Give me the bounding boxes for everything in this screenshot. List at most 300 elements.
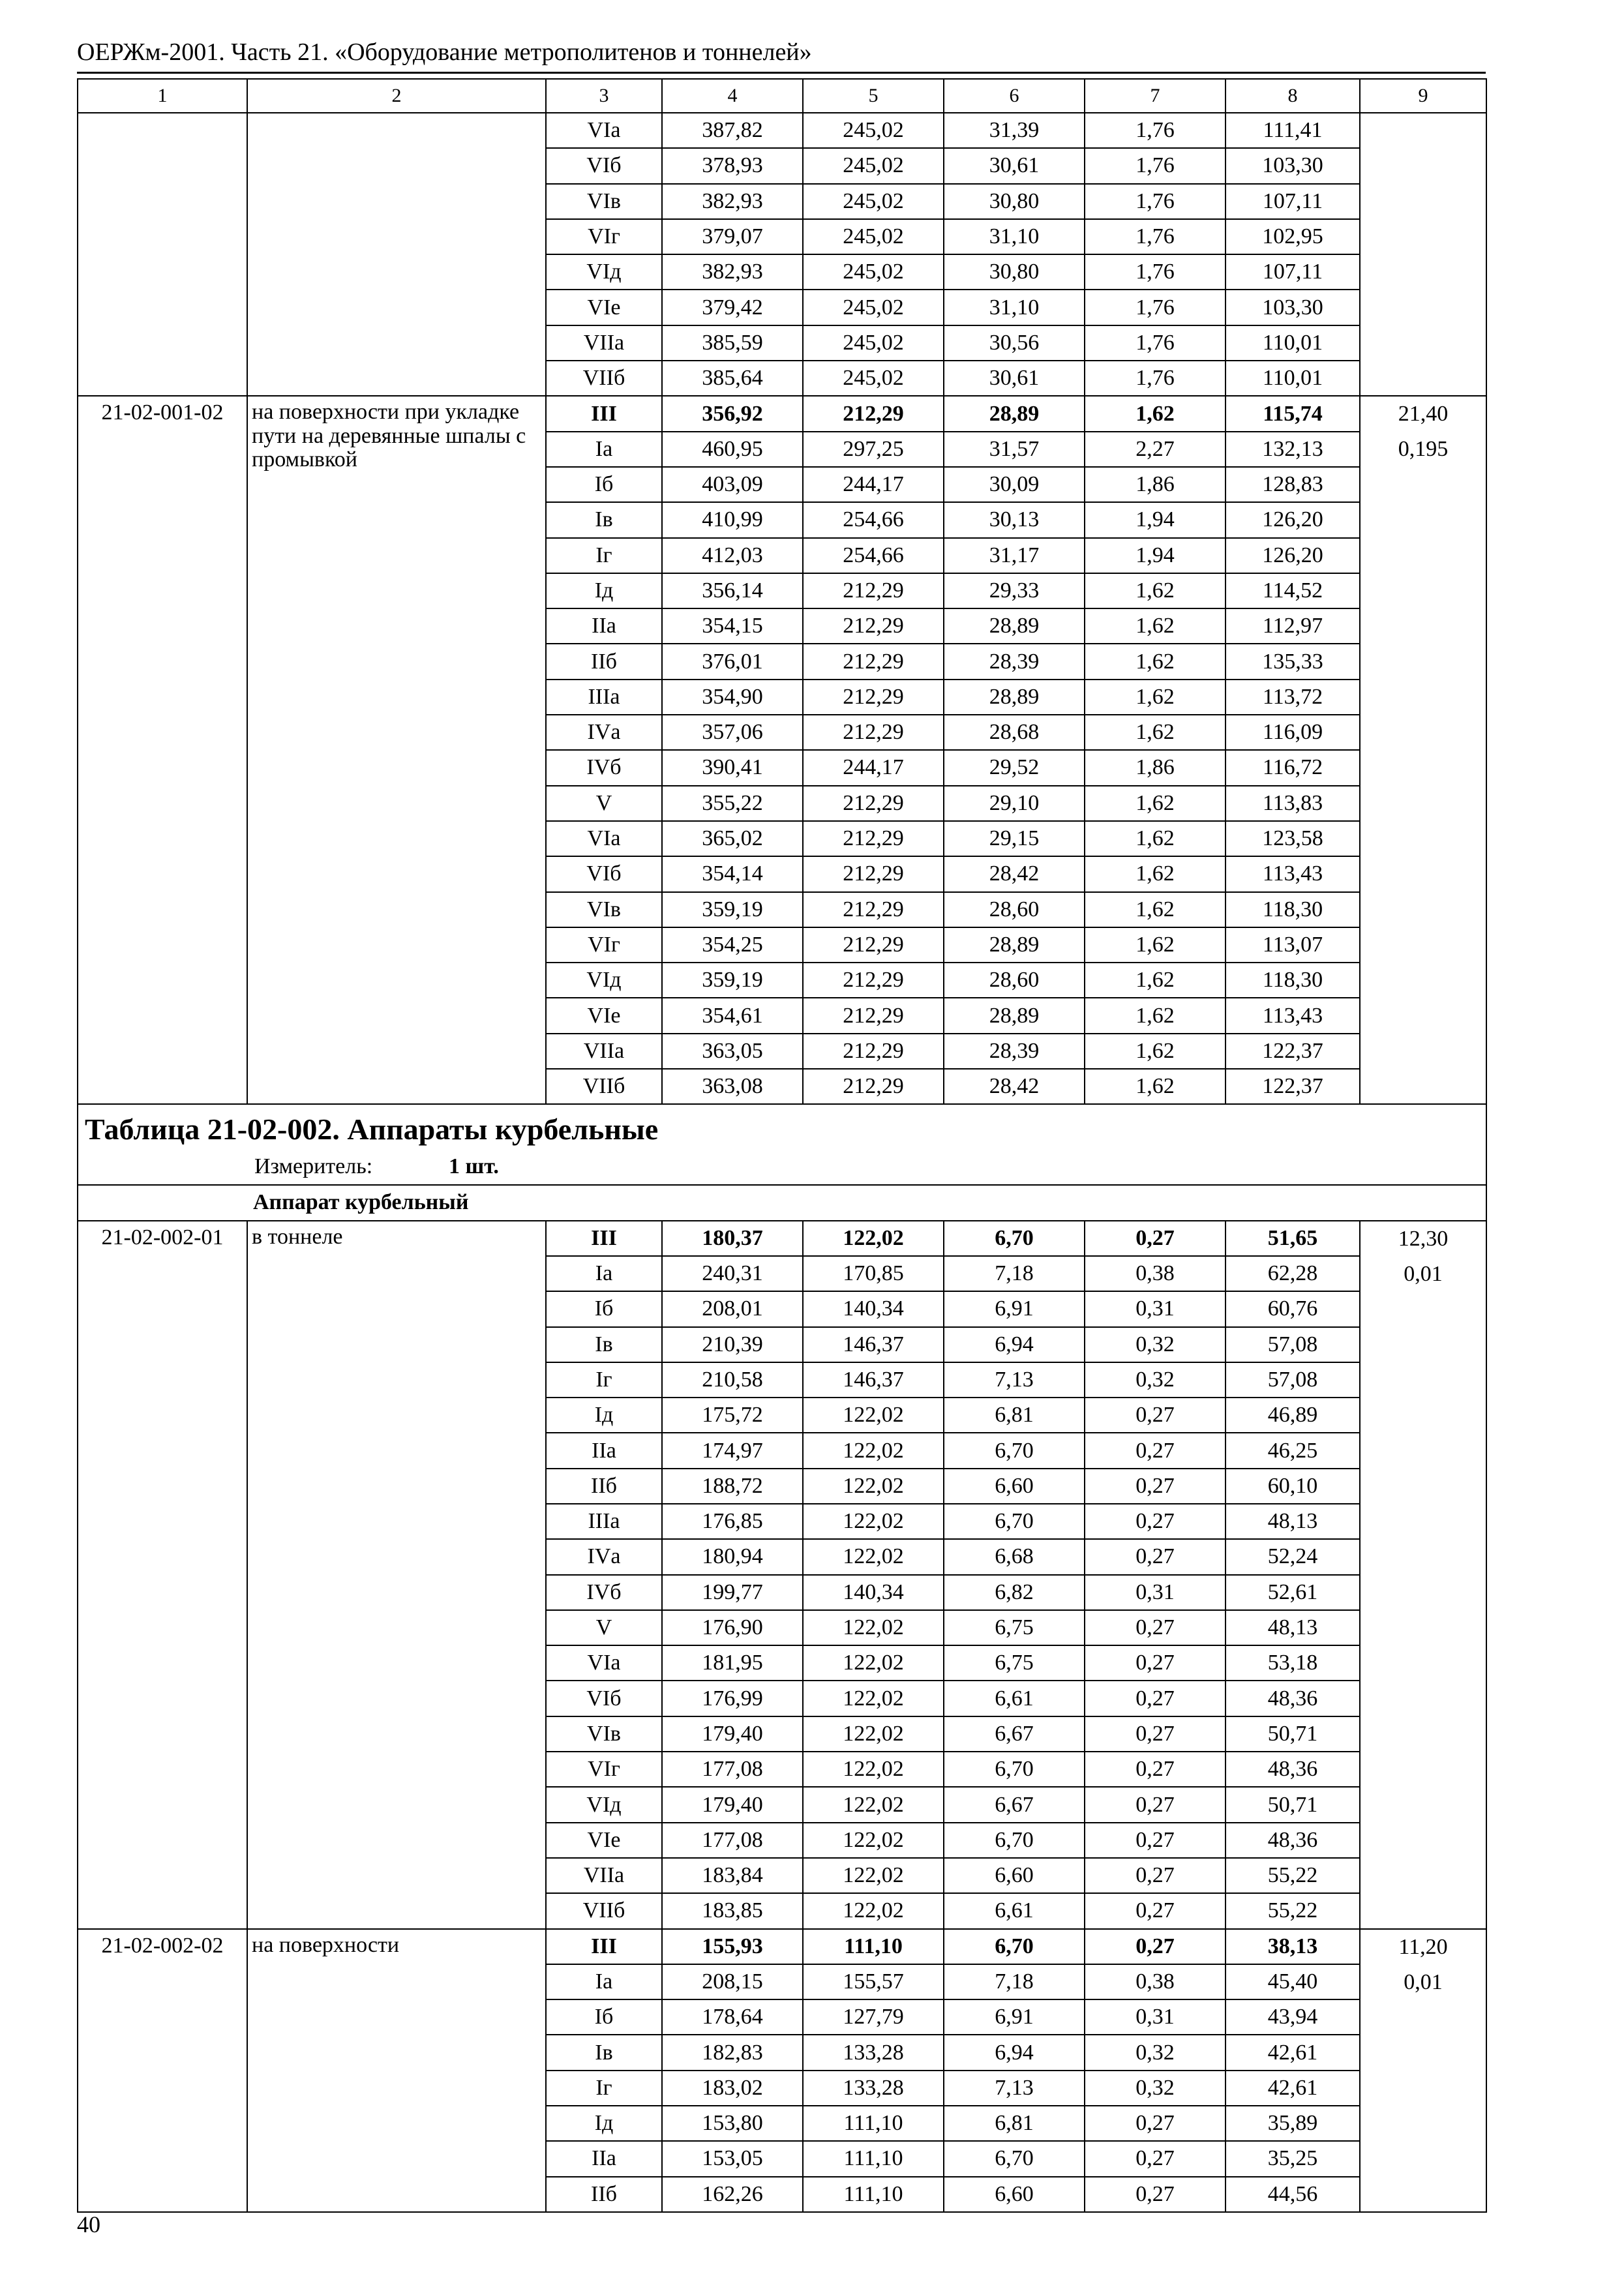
value-cell: 254,66: [803, 502, 944, 537]
column-number: 2: [247, 79, 546, 113]
region-code: VIв: [546, 1716, 662, 1752]
value-cell: 1,76: [1085, 113, 1226, 148]
value-cell: 212,29: [803, 608, 944, 644]
value-cell: 115,74: [1226, 396, 1360, 431]
value-cell: 6,68: [944, 1539, 1085, 1574]
value-cell: 403,09: [662, 467, 803, 502]
column-number: 6: [944, 79, 1085, 113]
region-code: IIа: [546, 2141, 662, 2176]
region-code: IIб: [546, 2177, 662, 2212]
value-cell: 28,60: [944, 892, 1085, 927]
measure-unit: [78, 1148, 1486, 1184]
value-cell: 135,33: [1226, 644, 1360, 679]
value-cell: 0,32: [1085, 2035, 1226, 2070]
value-cell: 122,02: [803, 1539, 944, 1574]
value-cell: 376,01: [662, 644, 803, 679]
value-cell: 7,13: [944, 1362, 1085, 1398]
value-cell: 245,02: [803, 254, 944, 290]
value-cell: 1,62: [1085, 573, 1226, 608]
value-cell: 178,64: [662, 1999, 803, 2035]
value-cell: 212,29: [803, 1069, 944, 1104]
column-number: 7: [1085, 79, 1226, 113]
region-code: VIб: [546, 148, 662, 183]
value-cell: 354,15: [662, 608, 803, 644]
value-cell: 0,38: [1085, 1256, 1226, 1291]
value-cell: 0,27: [1085, 1681, 1226, 1716]
region-code: Iв: [546, 2035, 662, 2070]
region-code: VIд: [546, 1787, 662, 1822]
column-number: 1: [78, 79, 247, 113]
region-code: IIIа: [546, 1504, 662, 1539]
value-cell: 45,40: [1226, 1964, 1360, 1999]
value-cell: 31,17: [944, 538, 1085, 573]
value-cell: 28,68: [944, 715, 1085, 750]
value-cell: 122,02: [803, 1752, 944, 1787]
value-cell: 177,08: [662, 1752, 803, 1787]
value-cell: 6,91: [944, 1999, 1085, 2035]
value-cell: 0,27: [1085, 1752, 1226, 1787]
value-cell: 30,61: [944, 361, 1085, 396]
region-code: III: [546, 1929, 662, 1964]
value-cell: 140,34: [803, 1575, 944, 1610]
value-cell: 123,58: [1226, 821, 1360, 856]
value-cell: 6,70: [944, 1221, 1085, 1256]
value-cell: 113,72: [1226, 680, 1360, 715]
value-cell: 6,70: [944, 1433, 1085, 1468]
value-cell: 122,02: [803, 1893, 944, 1928]
value-cell: 6,91: [944, 1291, 1085, 1326]
value-cell: 35,89: [1226, 2106, 1360, 2141]
col9-value: 12,30: [1398, 1226, 1449, 1251]
value-cell: 7,13: [944, 2071, 1085, 2106]
value-cell: 146,37: [803, 1362, 944, 1398]
value-cell: 212,29: [803, 998, 944, 1033]
col9-values: [1360, 396, 1486, 1104]
group-heading-row: [78, 1185, 1486, 1220]
value-cell: 0,27: [1085, 1398, 1226, 1433]
value-cell: 1,62: [1085, 608, 1226, 644]
value-cell: 245,02: [803, 148, 944, 183]
region-code: Iб: [546, 467, 662, 502]
value-cell: 175,72: [662, 1398, 803, 1433]
value-cell: 0,31: [1085, 1291, 1226, 1326]
value-cell: 28,89: [944, 998, 1085, 1033]
value-cell: 110,01: [1226, 325, 1360, 361]
col9-values: [1360, 1929, 1486, 2212]
position-code: 21-02-002-01: [78, 1221, 247, 1929]
value-cell: 210,39: [662, 1327, 803, 1362]
value-cell: 30,80: [944, 254, 1085, 290]
region-code: Iд: [546, 2106, 662, 2141]
region-code: IIIа: [546, 680, 662, 715]
value-cell: 1,76: [1085, 219, 1226, 254]
value-cell: 212,29: [803, 963, 944, 998]
table-row: [78, 396, 1486, 431]
value-cell: 122,02: [803, 1858, 944, 1893]
value-cell: 6,67: [944, 1787, 1085, 1822]
value-cell: 48,13: [1226, 1610, 1360, 1645]
value-cell: 460,95: [662, 432, 803, 467]
value-cell: 363,05: [662, 1034, 803, 1069]
value-cell: 30,56: [944, 325, 1085, 361]
region-code: Iд: [546, 573, 662, 608]
value-cell: 113,83: [1226, 786, 1360, 821]
value-cell: 6,70: [944, 1823, 1085, 1858]
value-cell: 244,17: [803, 750, 944, 785]
value-cell: 6,70: [944, 1929, 1085, 1964]
value-cell: 387,82: [662, 113, 803, 148]
value-cell: 0,27: [1085, 1645, 1226, 1681]
table-row: [78, 1929, 1486, 1964]
value-cell: 31,10: [944, 290, 1085, 325]
value-cell: 6,82: [944, 1575, 1085, 1610]
value-cell: 113,43: [1226, 998, 1360, 1033]
value-cell: 42,61: [1226, 2035, 1360, 2070]
value-cell: 245,02: [803, 361, 944, 396]
region-code: Iв: [546, 1327, 662, 1362]
value-cell: 126,20: [1226, 502, 1360, 537]
value-cell: 122,02: [803, 1469, 944, 1504]
value-cell: 356,92: [662, 396, 803, 431]
value-cell: 133,28: [803, 2035, 944, 2070]
region-code: VIб: [546, 1681, 662, 1716]
value-cell: 1,62: [1085, 715, 1226, 750]
value-cell: 42,61: [1226, 2071, 1360, 2106]
value-cell: 182,83: [662, 2035, 803, 2070]
value-cell: 50,71: [1226, 1716, 1360, 1752]
value-cell: 6,94: [944, 1327, 1085, 1362]
region-code: Iа: [546, 1964, 662, 1999]
region-code: VIг: [546, 219, 662, 254]
value-cell: 0,31: [1085, 1999, 1226, 2035]
column-number: 5: [803, 79, 944, 113]
region-code: VIе: [546, 290, 662, 325]
value-cell: 35,25: [1226, 2141, 1360, 2176]
region-code: Iд: [546, 1398, 662, 1433]
region-code: VIIб: [546, 1069, 662, 1104]
value-cell: 114,52: [1226, 573, 1360, 608]
region-code: Iб: [546, 1999, 662, 2035]
region-code: VIе: [546, 998, 662, 1033]
value-cell: 1,62: [1085, 680, 1226, 715]
value-cell: 7,18: [944, 1256, 1085, 1291]
value-cell: 0,31: [1085, 1575, 1226, 1610]
value-cell: 174,97: [662, 1433, 803, 1468]
region-code: IIб: [546, 644, 662, 679]
work-description: в тоннеле: [247, 1221, 546, 1929]
value-cell: 28,42: [944, 856, 1085, 891]
col9-value: 0,01: [1404, 1969, 1443, 1994]
position-code: [78, 113, 247, 396]
region-code: VIе: [546, 1823, 662, 1858]
value-cell: 212,29: [803, 892, 944, 927]
value-cell: 379,42: [662, 290, 803, 325]
value-cell: 102,95: [1226, 219, 1360, 254]
region-code: IVа: [546, 1539, 662, 1574]
value-cell: 212,29: [803, 573, 944, 608]
value-cell: 116,09: [1226, 715, 1360, 750]
value-cell: 212,29: [803, 644, 944, 679]
region-code: VIб: [546, 856, 662, 891]
value-cell: 48,13: [1226, 1504, 1360, 1539]
value-cell: 357,06: [662, 715, 803, 750]
value-cell: 103,30: [1226, 290, 1360, 325]
value-cell: 245,02: [803, 184, 944, 219]
value-cell: 122,37: [1226, 1034, 1360, 1069]
value-cell: 180,94: [662, 1539, 803, 1574]
value-cell: 122,02: [803, 1787, 944, 1822]
header-rule: [77, 72, 1486, 74]
value-cell: 0,32: [1085, 1362, 1226, 1398]
value-cell: 6,75: [944, 1610, 1085, 1645]
value-cell: 46,25: [1226, 1433, 1360, 1468]
value-cell: 6,60: [944, 2177, 1085, 2212]
region-code: IVа: [546, 715, 662, 750]
value-cell: 60,10: [1226, 1469, 1360, 1504]
value-cell: 359,19: [662, 963, 803, 998]
value-cell: 111,10: [803, 2106, 944, 2141]
value-cell: 6,61: [944, 1893, 1085, 1928]
value-cell: 30,09: [944, 467, 1085, 502]
value-cell: 6,75: [944, 1645, 1085, 1681]
value-cell: 6,81: [944, 1398, 1085, 1433]
value-cell: 0,27: [1085, 2106, 1226, 2141]
value-cell: 31,57: [944, 432, 1085, 467]
column-number: 3: [546, 79, 662, 113]
value-cell: 0,27: [1085, 2141, 1226, 2176]
value-cell: 28,39: [944, 644, 1085, 679]
value-cell: 212,29: [803, 396, 944, 431]
value-cell: 113,07: [1226, 927, 1360, 963]
region-code: VIIб: [546, 361, 662, 396]
value-cell: 111,41: [1226, 113, 1360, 148]
value-cell: 240,31: [662, 1256, 803, 1291]
value-cell: 245,02: [803, 290, 944, 325]
value-cell: 1,62: [1085, 927, 1226, 963]
value-cell: 199,77: [662, 1575, 803, 1610]
value-cell: 28,42: [944, 1069, 1085, 1104]
value-cell: 245,02: [803, 325, 944, 361]
value-cell: 180,37: [662, 1221, 803, 1256]
value-cell: 359,19: [662, 892, 803, 927]
value-cell: 28,60: [944, 963, 1085, 998]
value-cell: 146,37: [803, 1327, 944, 1362]
region-code: VIIб: [546, 1893, 662, 1928]
value-cell: 379,07: [662, 219, 803, 254]
value-cell: 46,89: [1226, 1398, 1360, 1433]
value-cell: 0,27: [1085, 1716, 1226, 1752]
value-cell: 245,02: [803, 113, 944, 148]
value-cell: 29,52: [944, 750, 1085, 785]
value-cell: 30,80: [944, 184, 1085, 219]
value-cell: 1,62: [1085, 644, 1226, 679]
region-code: IIа: [546, 608, 662, 644]
value-cell: 212,29: [803, 856, 944, 891]
value-cell: 212,29: [803, 786, 944, 821]
value-cell: 212,29: [803, 680, 944, 715]
value-cell: 179,40: [662, 1787, 803, 1822]
region-code: V: [546, 786, 662, 821]
region-code: VIIа: [546, 1858, 662, 1893]
value-cell: 29,33: [944, 573, 1085, 608]
table-body: [78, 79, 1486, 2212]
value-cell: 140,34: [803, 1291, 944, 1326]
value-cell: 44,56: [1226, 2177, 1360, 2212]
value-cell: 297,25: [803, 432, 944, 467]
value-cell: 122,02: [803, 1823, 944, 1858]
value-cell: 7,18: [944, 1964, 1085, 1999]
value-cell: 385,64: [662, 361, 803, 396]
region-code: VIв: [546, 892, 662, 927]
value-cell: 390,41: [662, 750, 803, 785]
value-cell: 122,02: [803, 1433, 944, 1468]
value-cell: 51,65: [1226, 1221, 1360, 1256]
value-cell: 208,15: [662, 1964, 803, 1999]
value-cell: 6,60: [944, 1469, 1085, 1504]
value-cell: 28,39: [944, 1034, 1085, 1069]
value-cell: 43,94: [1226, 1999, 1360, 2035]
table-caption: [78, 1104, 1486, 1185]
value-cell: 48,36: [1226, 1823, 1360, 1858]
col9-values: [1360, 1221, 1486, 1929]
value-cell: 0,27: [1085, 1610, 1226, 1645]
value-cell: 0,27: [1085, 1823, 1226, 1858]
region-code: IVб: [546, 1575, 662, 1610]
value-cell: 62,28: [1226, 1256, 1360, 1291]
value-cell: 1,62: [1085, 821, 1226, 856]
value-cell: 176,90: [662, 1610, 803, 1645]
value-cell: 245,02: [803, 219, 944, 254]
value-cell: 354,61: [662, 998, 803, 1033]
value-cell: 385,59: [662, 325, 803, 361]
region-code: VIв: [546, 184, 662, 219]
value-cell: 1,62: [1085, 963, 1226, 998]
value-cell: 111,10: [803, 1929, 944, 1964]
value-cell: 1,62: [1085, 1034, 1226, 1069]
table-row: [78, 1221, 1486, 1256]
value-cell: 28,89: [944, 396, 1085, 431]
value-cell: 410,99: [662, 502, 803, 537]
value-cell: 122,02: [803, 1681, 944, 1716]
value-cell: 1,76: [1085, 361, 1226, 396]
col9-value: 11,20: [1398, 1934, 1448, 1959]
measure-label: Измеритель:: [254, 1154, 373, 1179]
value-cell: 176,85: [662, 1504, 803, 1539]
value-cell: 6,70: [944, 1504, 1085, 1539]
work-description: на поверхности при укладке пути на деревянные шпалы с промывкой: [247, 396, 546, 1104]
value-cell: 6,70: [944, 1752, 1085, 1787]
value-cell: 1,62: [1085, 786, 1226, 821]
value-cell: 153,80: [662, 2106, 803, 2141]
value-cell: 1,62: [1085, 892, 1226, 927]
value-cell: 1,94: [1085, 538, 1226, 573]
table-title: Таблица 21-02-002. Аппараты курбельные: [85, 1113, 659, 1146]
value-cell: 1,62: [1085, 856, 1226, 891]
value-cell: 122,02: [803, 1716, 944, 1752]
value-cell: 155,57: [803, 1964, 944, 1999]
region-code: Iб: [546, 1291, 662, 1326]
value-cell: 0,38: [1085, 1964, 1226, 1999]
value-cell: 1,76: [1085, 290, 1226, 325]
region-code: VIд: [546, 963, 662, 998]
value-cell: 162,26: [662, 2177, 803, 2212]
region-code: Iг: [546, 1362, 662, 1398]
value-cell: 52,61: [1226, 1575, 1360, 1610]
value-cell: 176,99: [662, 1681, 803, 1716]
group-heading: [78, 1185, 1486, 1220]
value-cell: 2,27: [1085, 432, 1226, 467]
region-code: Iв: [546, 502, 662, 537]
region-code: VIа: [546, 1645, 662, 1681]
value-cell: 1,62: [1085, 1069, 1226, 1104]
value-cell: 50,71: [1226, 1787, 1360, 1822]
page-number: 40: [77, 2211, 100, 2237]
value-cell: 354,25: [662, 927, 803, 963]
value-cell: 111,10: [803, 2141, 944, 2176]
value-cell: 48,36: [1226, 1681, 1360, 1716]
value-cell: 1,94: [1085, 502, 1226, 537]
value-cell: 212,29: [803, 715, 944, 750]
value-cell: 0,27: [1085, 1539, 1226, 1574]
value-cell: 183,84: [662, 1858, 803, 1893]
measure-value: 1 шт.: [449, 1154, 499, 1179]
value-cell: 30,61: [944, 148, 1085, 183]
value-cell: 6,70: [944, 2141, 1085, 2176]
value-cell: 170,85: [803, 1256, 944, 1291]
value-cell: 183,02: [662, 2071, 803, 2106]
value-cell: 244,17: [803, 467, 944, 502]
value-cell: 122,02: [803, 1398, 944, 1433]
value-cell: 60,76: [1226, 1291, 1360, 1326]
region-code: IVб: [546, 750, 662, 785]
value-cell: 179,40: [662, 1716, 803, 1752]
value-cell: 118,30: [1226, 963, 1360, 998]
value-cell: 1,86: [1085, 467, 1226, 502]
value-cell: 107,11: [1226, 254, 1360, 290]
table-caption-row: [78, 1104, 1486, 1185]
value-cell: 177,08: [662, 1823, 803, 1858]
value-cell: 382,93: [662, 184, 803, 219]
value-cell: 116,72: [1226, 750, 1360, 785]
value-cell: 122,02: [803, 1610, 944, 1645]
value-cell: 31,39: [944, 113, 1085, 148]
value-cell: 0,27: [1085, 1929, 1226, 1964]
value-cell: 378,93: [662, 148, 803, 183]
page-header: ОЕРЖм-2001. Часть 21. «Оборудование метрополитенов и тоннелей»: [77, 38, 812, 66]
region-code: IIб: [546, 1469, 662, 1504]
value-cell: 133,28: [803, 2071, 944, 2106]
value-cell: 0,27: [1085, 1787, 1226, 1822]
value-cell: 210,58: [662, 1362, 803, 1398]
value-cell: 6,94: [944, 2035, 1085, 2070]
value-cell: 0,27: [1085, 1504, 1226, 1539]
value-cell: 122,02: [803, 1504, 944, 1539]
col9-value: 0,01: [1404, 1261, 1443, 1286]
value-cell: 48,36: [1226, 1752, 1360, 1787]
value-cell: 212,29: [803, 821, 944, 856]
col9-values: [1360, 113, 1486, 396]
value-cell: 57,08: [1226, 1327, 1360, 1362]
col9-value: 0,195: [1398, 437, 1449, 462]
value-cell: 0,27: [1085, 1893, 1226, 1928]
value-cell: 382,93: [662, 254, 803, 290]
value-cell: 0,27: [1085, 1858, 1226, 1893]
region-code: VIIа: [546, 1034, 662, 1069]
value-cell: 188,72: [662, 1469, 803, 1504]
value-cell: 127,79: [803, 1999, 944, 2035]
value-cell: 212,29: [803, 1034, 944, 1069]
region-code: Iг: [546, 2071, 662, 2106]
